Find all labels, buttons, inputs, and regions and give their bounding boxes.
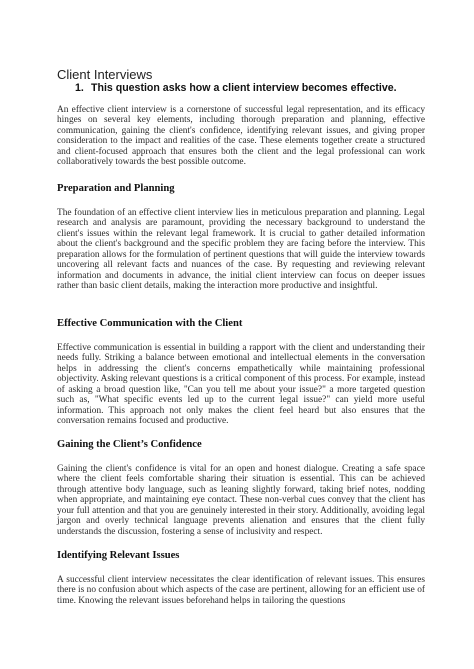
section-heading-identifying-issues: Identifying Relevant Issues <box>57 550 180 561</box>
document-title: Client Interviews <box>57 67 153 82</box>
section-heading-communication: Effective Communication with the Client <box>57 318 243 329</box>
section-body-identifying-issues: A successful client interview necessitates the clear identification of relevant issues. This ensures there is no confusion about which aspects of the case are pertinent, allowing for an efficient use of time. Knowing the relevant issues beforehand helps in tailoring the questions <box>57 575 425 606</box>
intro-paragraph: An effective client interview is a cornerstone of successful legal representation, and its efficacy hinges on several key elements, including thorough preparation and planning, effective communication, gaining the client's confidence, identifying relevant issues, and giving proper consideration to the impact and realities of the case. These elements together create a structured and client-focused approach that ensures both the client and the legal professional can work collaboratively towards the best possible outcome. <box>57 105 425 168</box>
section-body-communication: Effective communication is essential in building a rapport with the client and understanding their needs fully. Striking a balance between emotional and intellectual elements in the conversation helps in addressing the client's concerns empathetically while maintaining professional objectivity. Asking relevant questions is a critical component of this process. For example, instead of asking a broad question like, "Can you tell me about your issue?" a more targeted question such as, "What specific events led up to the current legal issue?" can yield more useful information. This approach not only makes the client feel heard but also ensures that the conversation remains focused and productive. <box>57 343 425 427</box>
section-heading-confidence: Gaining the Client’s Confidence <box>57 439 202 450</box>
question-item <box>57 82 437 94</box>
section-body-confidence: Gaining the client's confidence is vital for an open and honest dialogue. Creating a safe space where the client feels comfortable sharing their situation is essential. This can be achieved through attentive body language, such as leaning slightly forward, taking brief notes, nodding when appropriate, and maintaining eye contact. These non-verbal cues convey that the client has your full attention and that you are genuinely interested in their story. Additionally, avoiding legal jargon and overly technical language prevents alienation and ensures that the client fully understands the discussion, fostering a sense of inclusivity and respect. <box>57 464 425 537</box>
question-number: 1. <box>75 82 84 94</box>
question-text: This question asks how a client interview becomes effective. <box>91 82 397 94</box>
section-body-preparation: The foundation of an effective client interview lies in meticulous preparation and planning. Legal research and analysis are paramount, providing the necessary background to understand the client's issues within the relevant legal framework. It is crucial to gather detailed information about the client's background and the specific problem they are facing before the interview. This preparation allows for the formulation of pertinent questions that will guide the interview towards uncovering all relevant facts and nuances of the case. By requesting and reviewing relevant information and documents in advance, the initial client interview can focus on deeper issues rather than basic client details, making the interaction more productive and insightful. <box>57 208 425 292</box>
section-heading-preparation: Preparation and Planning <box>57 183 175 194</box>
